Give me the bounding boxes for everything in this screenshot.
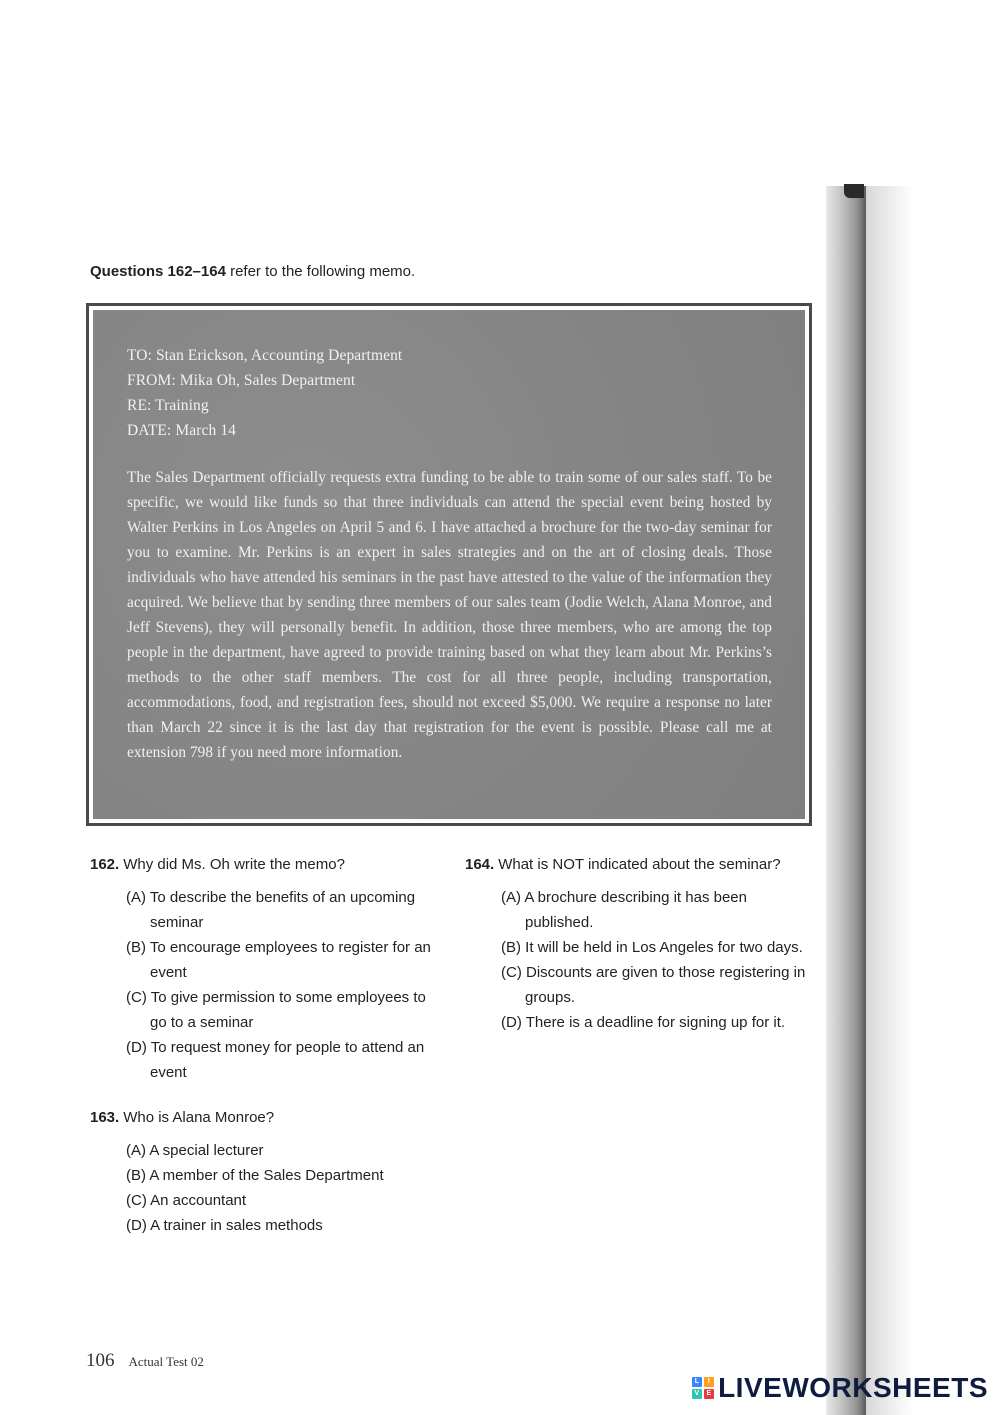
intro-text: refer to the following memo. [225,263,416,280]
logo-text: LIVEWORKSHEETS [718,1372,988,1403]
logo-cell-i: I [704,1377,714,1387]
answer-option-b[interactable]: (B) It will be held in Los Angeles for two days. [501,939,803,956]
question-text: Why did Ms. Oh write the memo? [123,856,345,873]
question-text: Who is Alana Monroe? [123,1109,275,1126]
section-label: Actual Test 02 [128,1354,204,1369]
section-intro [90,263,415,280]
memo-body: The Sales Department officially requests extra funding to be able to train some of our sales staff. To be specific, we would like funds so that three individuals can attend the special event being hosted by Walter Perkins in Los Angeles on April 5 and 6. I have attached a brochure for the two-day seminar for you to examine. Mr. Perkins is an expert in sales strategies and on the art of closing deals. Those individuals who have attended his seminars in the past have attested to the value of the information they acquired. We believe that by sending three members of our sales team (Jodie Welch, Alana Monroe, and Jeff Stevens), they will personally benefit. In addition, those three members, who are among the top people in the department, have agreed to provide training based on what they learn about Mr. Perkins’s methods to the other staff members. The cost for all three people, including transportation, accommodations, food, and registration fees, should not exceed $5,000. We require a response no later than March 22 since it is the last day that registration for the event is possible. Please call me at extension 798 if you need more information. [127,469,772,761]
logo-cell-e: E [704,1389,714,1399]
question-162 [90,855,440,1085]
logo-cell-v: V [692,1389,702,1399]
answer-option-a[interactable]: (A) A brochure describing it has been published. [501,889,747,931]
answer-option-d[interactable]: (D) A trainer in sales methods [126,1217,323,1234]
answer-option-c[interactable]: (C) Discounts are given to those registering in groups. [501,964,806,1006]
question-number: 164. [465,856,495,873]
question-number: 162. [90,856,120,873]
page-number: 106 [86,1350,115,1371]
memo-re: RE: Training [127,397,209,414]
question-164 [465,855,815,1035]
page-edge-fade [866,186,1000,1415]
answer-option-c[interactable]: (C) An accountant [126,1192,247,1209]
memo-content [93,310,805,819]
answer-option-d[interactable]: (D) There is a deadline for signing up for it. [501,1014,786,1031]
question-163 [90,1108,440,1238]
answer-option-b[interactable]: (B) To encourage employees to register for an event [126,939,431,981]
page-footer [86,1350,204,1372]
answer-option-a[interactable]: (A) A special lecturer [126,1142,264,1159]
liveworksheets-logo [692,1372,988,1404]
answer-option-c[interactable]: (C) To give permission to some employees to go to a seminar [126,989,426,1031]
logo-cell-l: L [692,1377,702,1387]
answer-option-b[interactable]: (B) A member of the Sales Department [126,1167,384,1184]
memo-to: TO: Stan Erickson, Accounting Department [127,347,403,364]
memo-from: FROM: Mika Oh, Sales Department [127,372,356,389]
question-range: Questions 162–164 [90,263,226,280]
logo-grid-icon [692,1377,714,1399]
book-spine-shadow [826,186,866,1415]
answer-option-a[interactable]: (A) To describe the benefits of an upcoming seminar [126,889,416,931]
question-number: 163. [90,1109,120,1126]
question-text: What is NOT indicated about the seminar? [498,856,781,873]
answer-option-d[interactable]: (D) To request money for people to attend an event [126,1039,425,1081]
memo-box [86,303,812,826]
memo-date: DATE: March 14 [127,422,237,439]
